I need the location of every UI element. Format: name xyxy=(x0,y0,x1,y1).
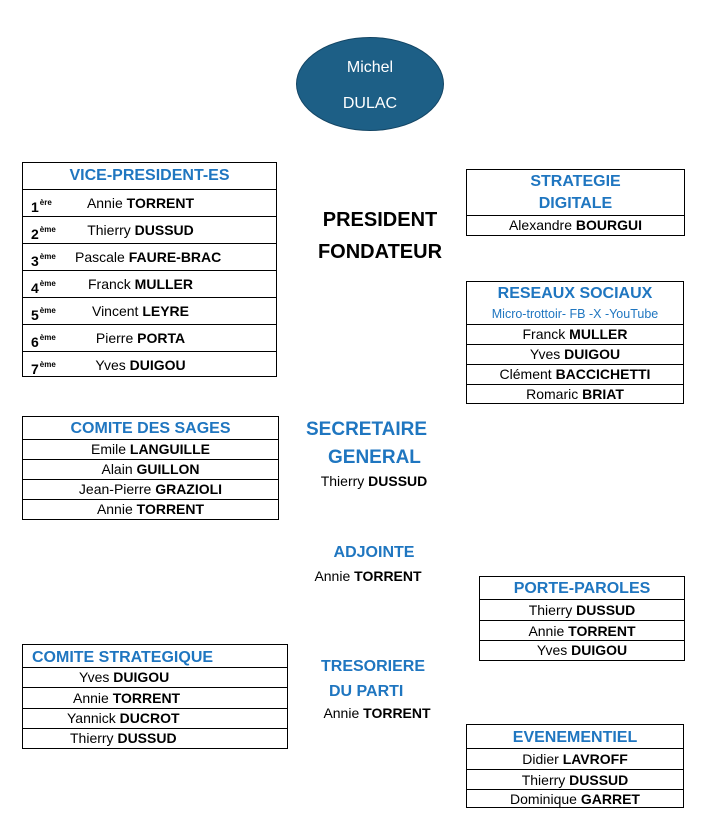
vice-presidents-box xyxy=(22,162,277,377)
reseaux-sociaux-member: Franck MULLER xyxy=(467,325,683,345)
tresoriere-title-line2: DU PARTI xyxy=(329,683,404,700)
founder-first-name: Michel xyxy=(346,59,394,76)
strategie-digitale-box xyxy=(466,169,685,236)
strategie-digitale-title-line2: DIGITALE xyxy=(538,195,613,212)
strategie-digitale-title xyxy=(467,170,684,216)
strategie-digitale-member: Alexandre BOURGUI xyxy=(508,217,643,233)
comite-strategique-member: Yannick DUCROT xyxy=(23,709,287,729)
vice-president-rank: 2ème xyxy=(31,225,56,242)
secretaire-general-title-line1: SECRETAIRE xyxy=(306,419,428,440)
reseaux-sociaux-title: RESEAUX SOCIAUX xyxy=(497,285,653,302)
evenementiel-box xyxy=(466,724,684,808)
porte-paroles-member: Thierry DUSSUD xyxy=(480,600,684,621)
vice-president-name: Annie TORRENT xyxy=(86,195,195,211)
comite-sages-member: Annie TORRENT xyxy=(96,501,205,517)
vice-president-rank: 3ème xyxy=(31,252,56,269)
vice-president-name: Vincent LEYRE xyxy=(91,303,190,319)
vice-presidents-title: VICE-PRESIDENT-ES xyxy=(23,163,276,190)
adjointe-title: ADJOINTE xyxy=(333,544,415,561)
porte-paroles-title: PORTE-PAROLES xyxy=(480,577,684,600)
secretaire-general-title xyxy=(298,416,434,472)
evenementiel-member: Thierry DUSSUD xyxy=(467,770,683,790)
founder-last-name: DULAC xyxy=(342,95,398,112)
vice-president-rank: 1ère xyxy=(31,198,52,215)
secretaire-general-name: Thierry DUSSUD xyxy=(320,473,428,489)
vice-president-row xyxy=(23,217,276,244)
tresoriere-title-line1: TRESORIERE xyxy=(321,658,426,675)
comite-sages-member: Jean-Pierre GRAZIOLI xyxy=(23,480,278,500)
vice-president-name: Thierry DUSSUD xyxy=(87,222,194,238)
tresoriere-title xyxy=(312,654,448,704)
tresoriere-name: Annie TORRENT xyxy=(323,705,431,721)
porte-paroles-member: Annie TORRENT xyxy=(480,621,684,641)
porte-paroles-box xyxy=(479,576,685,661)
vice-president-name: Pascale FAURE-BRAC xyxy=(75,249,222,265)
evenementiel-member: Dominique GARRET xyxy=(510,791,640,807)
vice-president-row xyxy=(23,325,276,352)
vice-president-row xyxy=(23,244,276,271)
reseaux-sociaux-channels: Micro-trottoir- FB -X -YouTube xyxy=(467,305,683,325)
vice-president-name: Pierre PORTA xyxy=(95,330,186,346)
reseaux-sociaux-member: Romaric BRIAT xyxy=(526,386,624,402)
comite-strategique-box xyxy=(22,644,288,749)
president-title-line2: FONDATEUR xyxy=(317,241,443,263)
evenementiel-title: EVENEMENTIEL xyxy=(467,725,683,749)
comite-sages-member: Alain GUILLON xyxy=(23,460,278,480)
vice-president-rank: 6ème xyxy=(31,333,56,350)
vice-president-rank: 4ème xyxy=(31,279,56,296)
vice-president-rank: 7ème xyxy=(31,360,56,377)
vice-president-row xyxy=(23,298,276,325)
comite-sages-title: COMITE DES SAGES xyxy=(23,417,278,440)
comite-strategique-title: COMITE STRATEGIQUE xyxy=(23,645,287,668)
evenementiel-member: Didier LAVROFF xyxy=(467,749,683,770)
comite-sages-member: Emile LANGUILLE xyxy=(23,440,278,460)
president-title xyxy=(300,204,460,268)
reseaux-sociaux-box xyxy=(466,281,684,404)
secretaire-general-title-line2: GENERAL xyxy=(328,447,421,468)
founder-node xyxy=(296,37,444,131)
adjointe-name: Annie TORRENT xyxy=(314,568,422,584)
strategie-digitale-title-line1: STRATEGIE xyxy=(530,173,621,190)
vice-president-row xyxy=(23,271,276,298)
reseaux-sociaux-member: Clément BACCICHETTI xyxy=(467,365,683,385)
reseaux-sociaux-member: Yves DUIGOU xyxy=(467,345,683,365)
comite-strategique-member: Annie TORRENT xyxy=(23,688,287,709)
vice-president-row xyxy=(23,352,276,379)
president-title-line1: PRESIDENT xyxy=(322,209,438,231)
vice-president-rank: 5ème xyxy=(31,306,56,323)
porte-paroles-member: Yves DUIGOU xyxy=(536,642,628,658)
comite-strategique-member: Yves DUIGOU xyxy=(23,668,287,688)
comite-strategique-member: Thierry DUSSUD xyxy=(70,730,177,746)
vice-president-name: Yves DUIGOU xyxy=(95,357,186,373)
comite-sages-box xyxy=(22,416,279,520)
vice-president-row xyxy=(23,190,276,217)
vice-president-name: Franck MULLER xyxy=(87,276,193,292)
